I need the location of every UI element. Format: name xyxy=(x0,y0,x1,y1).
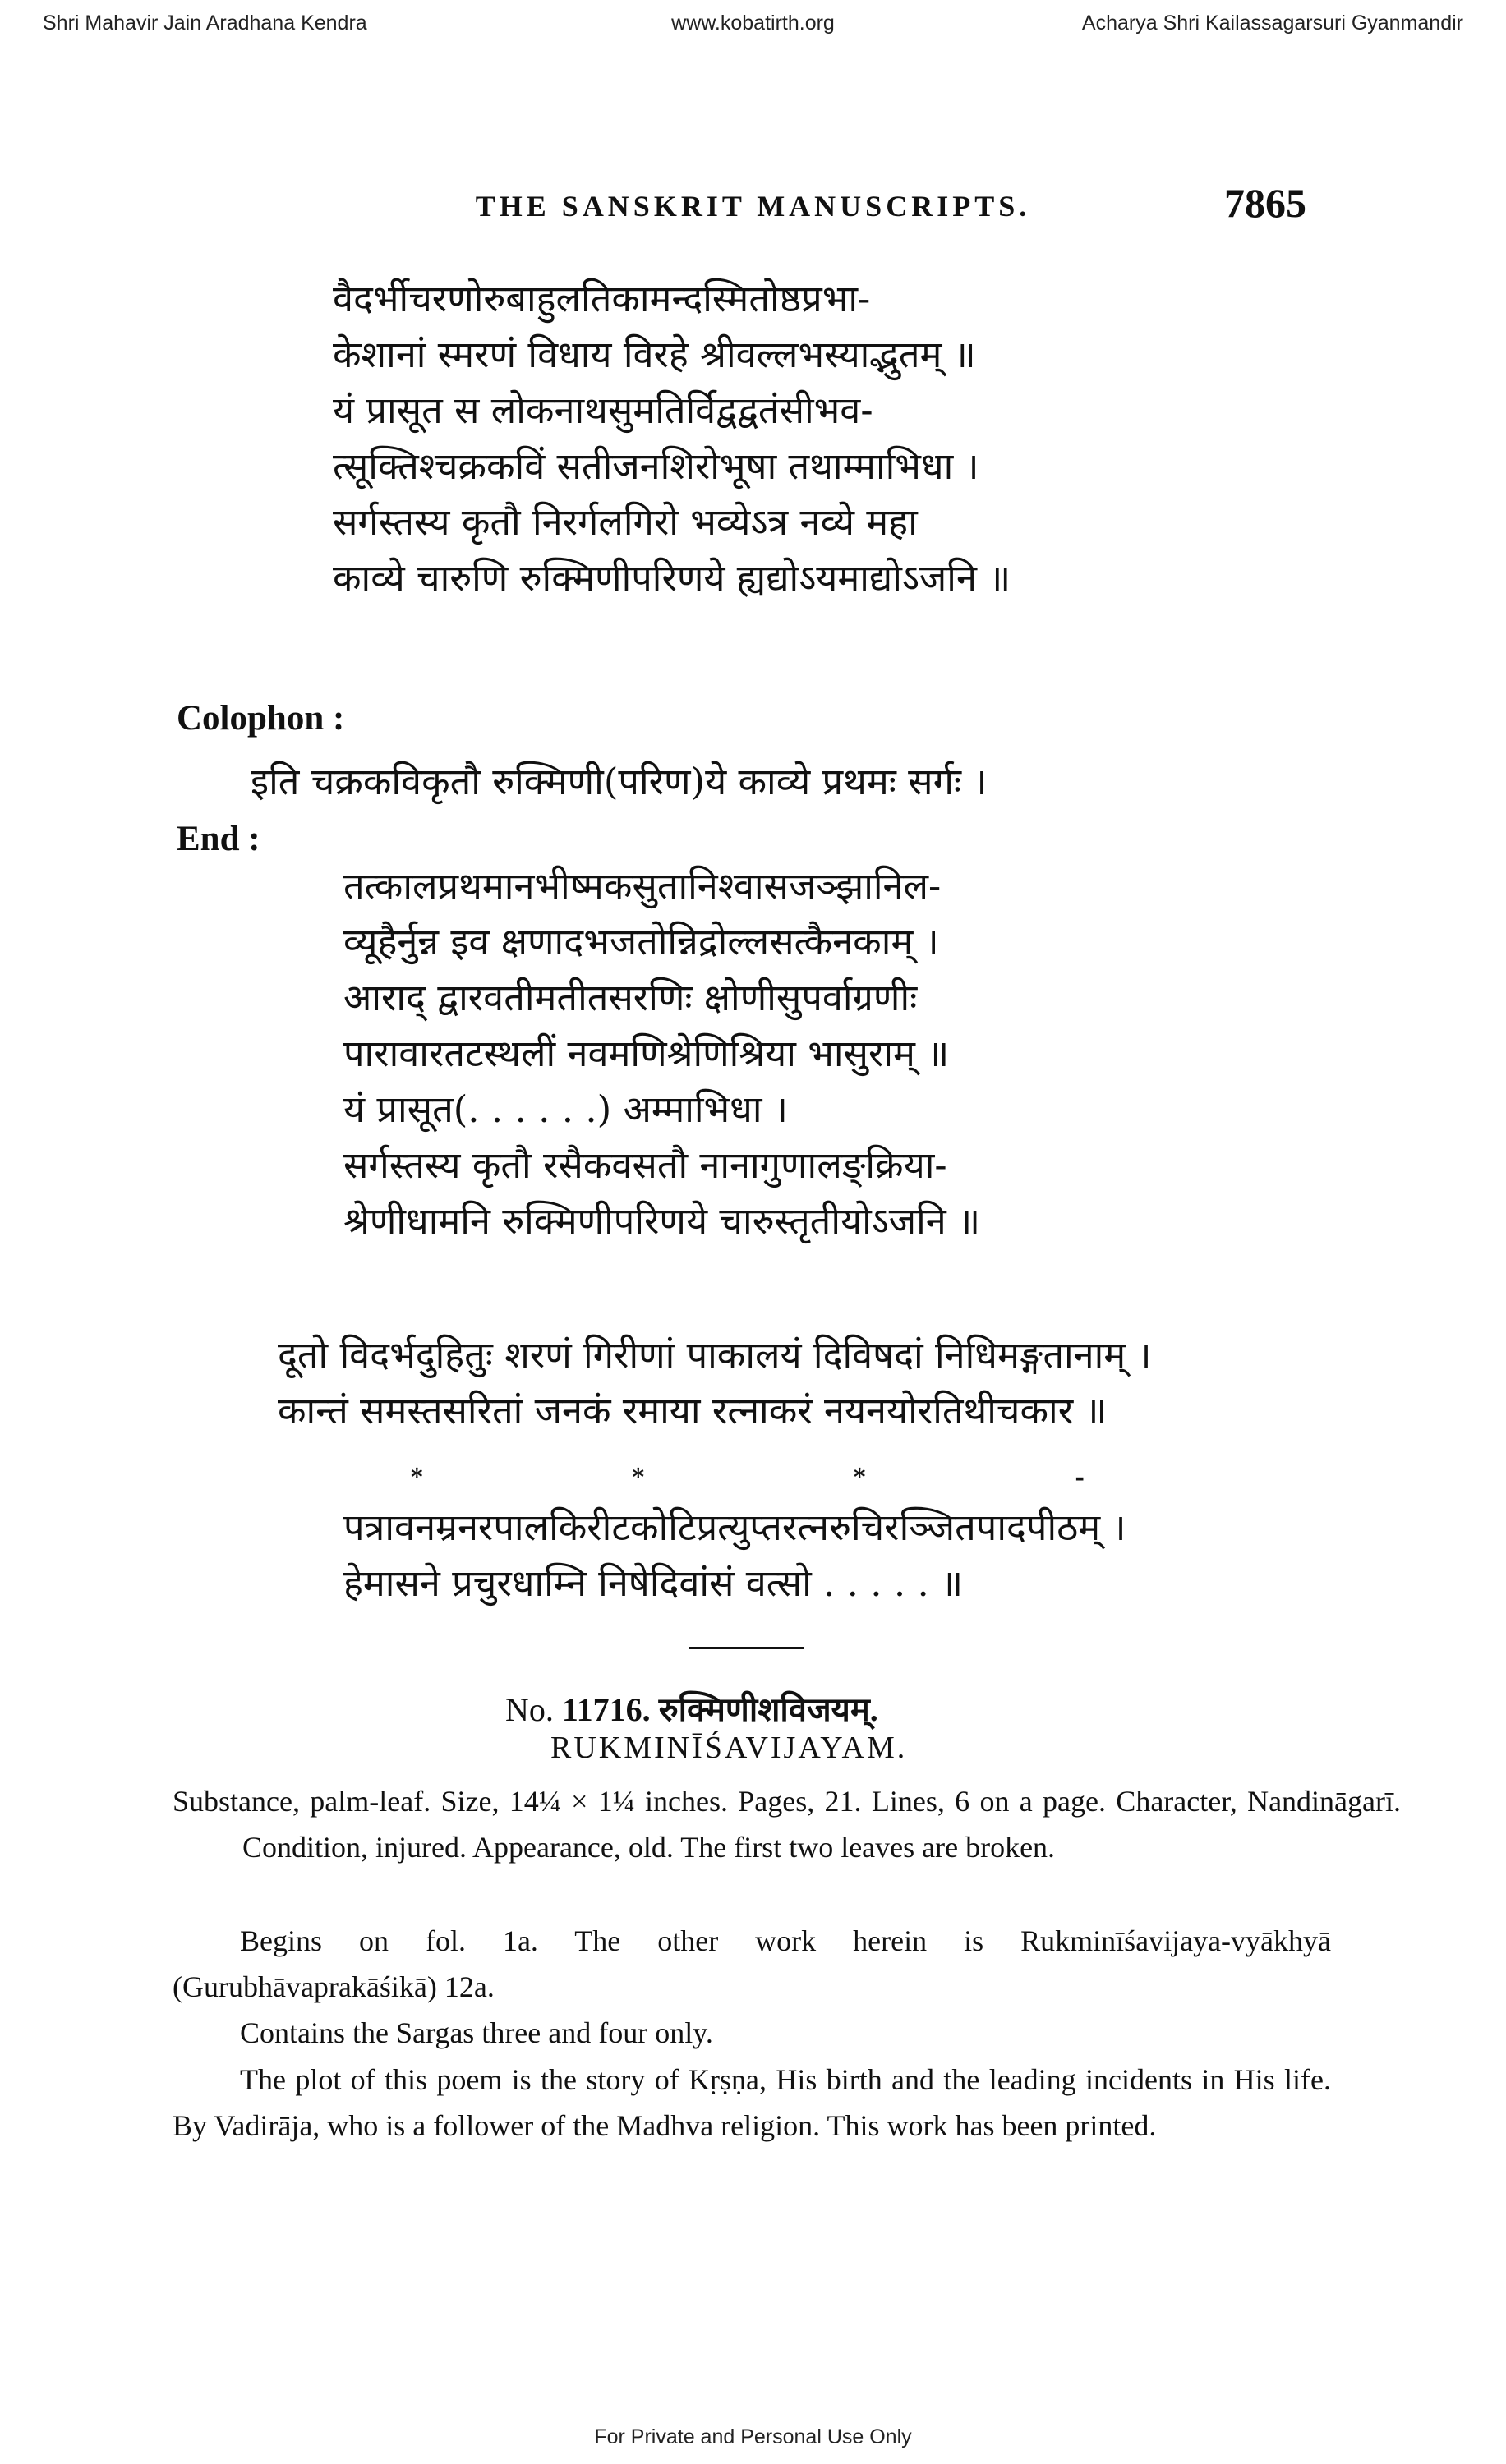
colophon-label: Colophon : xyxy=(177,699,345,738)
verse-line: तत्कालप्रथमानभीष्मकसुतानिश्वासजञ्झानिल- xyxy=(343,864,942,908)
header-center-url: www.kobatirth.org xyxy=(671,11,835,34)
verse-line: यं प्रासूत(. . . . . .) अम्माभिधा । xyxy=(343,1087,788,1131)
star-mark: * xyxy=(411,1464,423,1491)
end-couplet xyxy=(278,1327,1152,1439)
star-mark: * xyxy=(632,1464,645,1491)
verse-line: पारावारतटस्थलीं नवमणिश्रेणिश्रिया भासुराम् ॥ xyxy=(343,1032,950,1075)
end-verse xyxy=(343,858,980,1249)
verse-line: व्यूहैर्नुन्न इव क्षणादभजतोन्निद्रोल्लसत्कैनकाम् । xyxy=(343,920,939,963)
section-separator-stars xyxy=(411,1464,1085,1491)
header-right-text: Acharya Shri Kailassagarsuri Gyanmandir xyxy=(1081,11,1463,34)
end-label: End : xyxy=(177,820,260,858)
entry-number: 11716. xyxy=(561,1691,651,1728)
star-mark: * xyxy=(853,1464,866,1491)
verse-line: वैदर्भीचरणोरुबाहुलतिकामन्दस्मितोष्ठप्रभा- xyxy=(333,277,871,320)
verse-line: केशानां स्मरणं विधाय विरहे श्रीवल्लभस्याद्भुतम् ॥ xyxy=(333,333,976,376)
verse-line: इति चक्रकविकृतौ रुक्मिणी(परिण)ये काव्ये प्रथमः सर्गः । xyxy=(251,760,988,803)
verse-line: हेमासने प्रचुरधाम्नि निषेदिवांसं वत्सो . . . . . ॥ xyxy=(343,1561,964,1605)
verse-line: सर्गस्तस्य कृतौ रसैकवसतौ नानागुणालङ्क्रिया- xyxy=(343,1143,947,1187)
entry-title-devanagari: रुक्मिणीशविजयम्. xyxy=(658,1691,878,1728)
entry-title-roman: RUKMINĪŚAVIJAYAM. xyxy=(550,1731,908,1765)
substance-paragraph: Substance, palm-leaf. Size, 14¼ × 1¼ inches. Pages, 21. Lines, 6 on a page. Character, Nandināgarī. Condition, injured. Appearance, old. The first two leaves are broken. xyxy=(173,1785,1401,1864)
begins-paragraph: Begins on fol. 1a. The other work herein is Rukminīśavijaya-vyākhyā (Gurubhāvaprakāśikā) 12a. xyxy=(173,1924,1331,2003)
section-divider xyxy=(689,1647,804,1649)
verse-line: त्सूक्तिश्चक्रकविं सतीजनशिरोभूषा तथाम्माभिधा । xyxy=(333,444,979,488)
running-title: THE SANSKRIT MANUSCRIPTS. xyxy=(475,190,1031,223)
verse-line: पत्रावनम्रनरपालकिरीटकोटिप्रत्युप्तरत्नरुचिरञ्जितपादपीठम् । xyxy=(343,1506,1126,1549)
closing-verse xyxy=(343,1500,1126,1611)
page-number: 7865 xyxy=(1224,180,1306,226)
header-left-text: Shri Mahavir Jain Aradhana Kendra xyxy=(43,11,367,34)
entry-number-prefix: No. xyxy=(505,1691,554,1728)
page-footer: For Private and Personal Use Only xyxy=(594,2425,912,2448)
verse-line: श्रेणीधामनि रुक्मिणीपरिणये चारुस्तृतीयोऽजनि ॥ xyxy=(343,1199,981,1243)
verse-line: यं प्रासूत स लोकनाथसुमतिर्विद्वद्वतंसीभव- xyxy=(333,388,873,432)
opening-verse xyxy=(333,271,1011,606)
verse-line: कान्तं समस्तसरितां जनकं रमाया रत्नाकरं नयनयोरतिथीचकार ॥ xyxy=(278,1389,1108,1432)
plot-paragraph: The plot of this poem is the story of Kṛṣṇa, His birth and the leading incidents in His life. By Vadirāja, who is a follower of the Madhva religion. This work has been printed. xyxy=(173,2063,1331,2142)
entry-heading xyxy=(505,1685,878,1731)
verse-line: आराद् द्वारवतीमतीतसरणिः क्षोणीसुपर्वाग्रणीः xyxy=(343,976,918,1019)
verse-line: सर्गस्तस्य कृतौ निरर्गलगिरो भव्येऽत्र नव्ये महा xyxy=(333,500,918,544)
verse-line: काव्ये चारुणि रुक्मिणीपरिणये ह्यद्योऽयमाद्योऽजनि ॥ xyxy=(333,556,1011,600)
dash-mark: - xyxy=(1075,1464,1085,1491)
colophon-text xyxy=(251,754,987,810)
verse-line: दूतो विदर्भदुहितुः शरणं गिरीणां पाकालयं दिविषदां निधिमङ्गतानाम् । xyxy=(278,1333,1152,1377)
contains-paragraph: Contains the Sargas three and four only. xyxy=(240,2016,713,2049)
